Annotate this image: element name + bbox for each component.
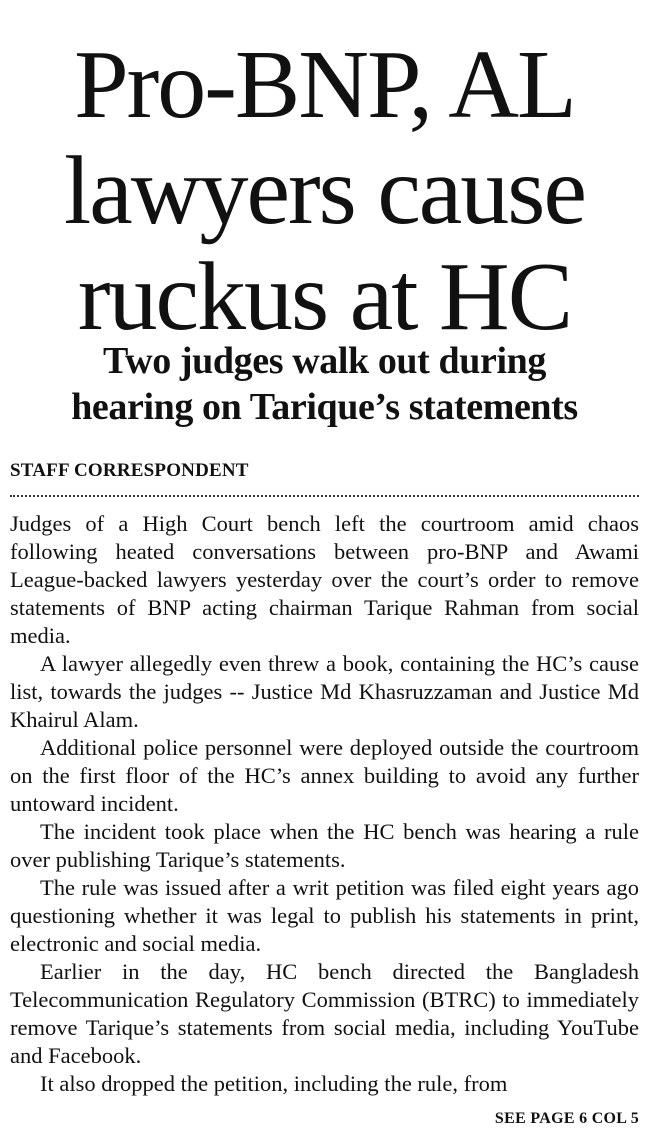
continued-on-label[interactable]: SEE PAGE 6 COL 5	[494, 1110, 639, 1127]
subheadline	[0, 338, 649, 430]
headline-line: ruckus at HC	[77, 243, 572, 351]
subheadline-line: hearing on Tarique’s statements	[71, 386, 578, 428]
paragraph: It also dropped the petition, including the rule, from	[40, 1071, 508, 1096]
subheadline-line: Two judges walk out during	[103, 340, 546, 382]
article-body	[10, 510, 639, 1098]
paragraph: A lawyer allegedly even threw a book, containing the HC’s cause list, towards the judges -- Justice Md Khasruzzaman and Justice Md Khairul Alam.	[10, 651, 639, 732]
paragraph: Judges of a High Court bench left the courtroom amid chaos following heated conversations between pro-BNP and Awami League-backed lawyers yesterday over the court’s order to remove statements of BNP acting chairman Tarique Rahman from social media.	[10, 511, 639, 648]
byline: STAFF CORRESPONDENT	[10, 460, 249, 481]
paragraph: Earlier in the day, HC bench directed the Bangladesh Telecommunication Regulatory Commission (BTRC) to immediately remove Tarique’s statements from social media, including YouTube and Facebook.	[10, 959, 639, 1068]
headline-line: lawyers cause	[64, 137, 585, 245]
paragraph: The rule was issued after a writ petition was filed eight years ago questioning whether it was legal to publish his statements in print, electronic and social media.	[10, 875, 639, 956]
paragraph: The incident took place when the HC bench was hearing a rule over publishing Tarique’s statements.	[10, 819, 639, 872]
headline	[0, 32, 649, 350]
headline-line: Pro-BNP, AL	[74, 31, 575, 139]
paragraph: Additional police personnel were deployed outside the courtroom on the first floor of the HC’s annex building to avoid any further untoward incident.	[10, 735, 639, 816]
dotted-divider	[10, 495, 639, 497]
